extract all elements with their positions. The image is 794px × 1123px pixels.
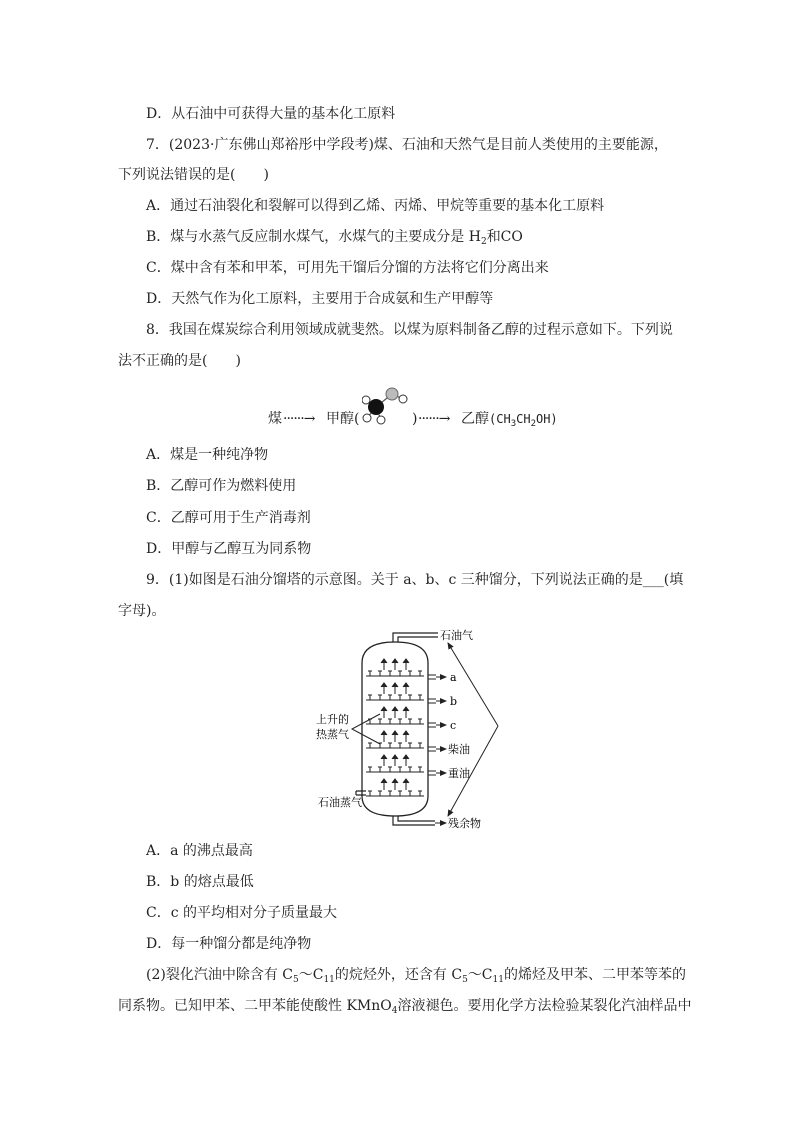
oxygen-atom bbox=[386, 388, 398, 400]
label-residue: 残余物 bbox=[448, 817, 481, 830]
hydrogen-atom bbox=[399, 395, 407, 403]
q7-option-d: D．天然气作为化工原料，主要用于合成氨和生产甲醇等 bbox=[146, 291, 494, 307]
q7-option-c: C．煤中含有苯和甲苯，可用先干馏后分馏的方法将它们分离出来 bbox=[146, 260, 549, 276]
trend-arrow-up bbox=[448, 643, 498, 726]
q8-scheme-close-paren: ) bbox=[412, 411, 418, 427]
q8-scheme-ethanol: 乙醇$(CH_3CH_2OH)$ bbox=[461, 411, 558, 429]
q9-stem-line2: 字母)。 bbox=[118, 603, 166, 619]
q9-option-a: A．a 的沸点最高 bbox=[146, 843, 253, 859]
q8-option-c: C．乙醇可用于生产消毒剂 bbox=[146, 510, 311, 526]
q8-option-d: D．甲醇与乙醇互为同系物 bbox=[146, 541, 312, 557]
label-fraction-c: c bbox=[450, 719, 457, 732]
label-fraction-a: a bbox=[450, 671, 457, 684]
q7-option-b: B．煤与水蒸气反应制水煤气，水煤气的主要成分是 $H_2$和CO bbox=[146, 229, 523, 247]
q9-option-c: C．c 的平均相对分子质量最大 bbox=[146, 905, 338, 921]
q8-stem-line1: 8．我国在煤炭综合利用领域成就斐然。以煤为原料制备乙醇的过程示意如下。下列说 bbox=[146, 322, 673, 338]
q8-scheme-coal: 煤 bbox=[268, 411, 282, 427]
carbon-atom bbox=[368, 399, 384, 415]
label-petroleum-vapor-feed: 石油蒸气 bbox=[318, 796, 362, 809]
label-fraction-b: b bbox=[450, 695, 458, 708]
q9-stem-line1: 9．(1)如图是石油分馏塔的示意图。关于 a、b、c 三种馏分，下列说法正确的是___(填 bbox=[146, 572, 684, 588]
label-heavy-oil: 重油 bbox=[448, 767, 470, 780]
q9-option-d: D．每一种馏分都是纯净物 bbox=[146, 936, 312, 952]
label-rising-vapor-2: 热蒸气 bbox=[316, 728, 349, 741]
label-petroleum-gas: 石油气 bbox=[440, 629, 473, 642]
label-diesel: 柴油 bbox=[448, 743, 470, 756]
q9-option-b: B．b 的熔点最低 bbox=[146, 874, 254, 890]
distillation-tower-diagram bbox=[300, 628, 530, 834]
q9-part2-line1: (2)裂化汽油中除含有 $C_5\sim C_{11}$的烷烃外，还含有 $C_5\sim C_{11}$的烯烃及甲苯、二甲苯等苯的 bbox=[146, 967, 686, 985]
methanol-molecule-model bbox=[362, 382, 412, 428]
hydrogen-atom bbox=[363, 414, 371, 422]
q8-scheme-arrow-2: ······→ bbox=[418, 411, 450, 427]
q7-stem-line2: 下列说法错误的是( ) bbox=[118, 167, 269, 183]
vapor-bracket bbox=[352, 714, 380, 744]
q8-scheme-arrow-1: ······→ bbox=[283, 411, 315, 427]
label-rising-vapor-1: 上升的 bbox=[316, 713, 349, 726]
q9-part2-line2: 同系物。已知甲苯、二甲苯能使酸性 KMnO$_4$溶液褪色。要用化学方法检验某裂化汽油样品中 bbox=[118, 998, 692, 1016]
q8-option-a: A．煤是一种纯净物 bbox=[146, 447, 269, 463]
q8-stem-line2: 法不正确的是( ) bbox=[118, 353, 241, 369]
q8-scheme-methanol: 甲醇( bbox=[326, 411, 360, 427]
q7-stem-line1: 7．(2023·广东佛山郑裕彤中学段考)煤、石油和天然气是目前人类使用的主要能源， bbox=[146, 137, 668, 153]
q8-option-b: B．乙醇可作为燃料使用 bbox=[146, 478, 297, 494]
q6-option-d: D．从石油中可获得大量的基本化工原料 bbox=[146, 106, 396, 122]
hydrogen-atom bbox=[377, 416, 385, 424]
q7-option-a: A．通过石油裂化和裂解可以得到乙烯、丙烯、甲烷等重要的基本化工原料 bbox=[146, 198, 605, 214]
hydrogen-atom bbox=[362, 396, 370, 404]
